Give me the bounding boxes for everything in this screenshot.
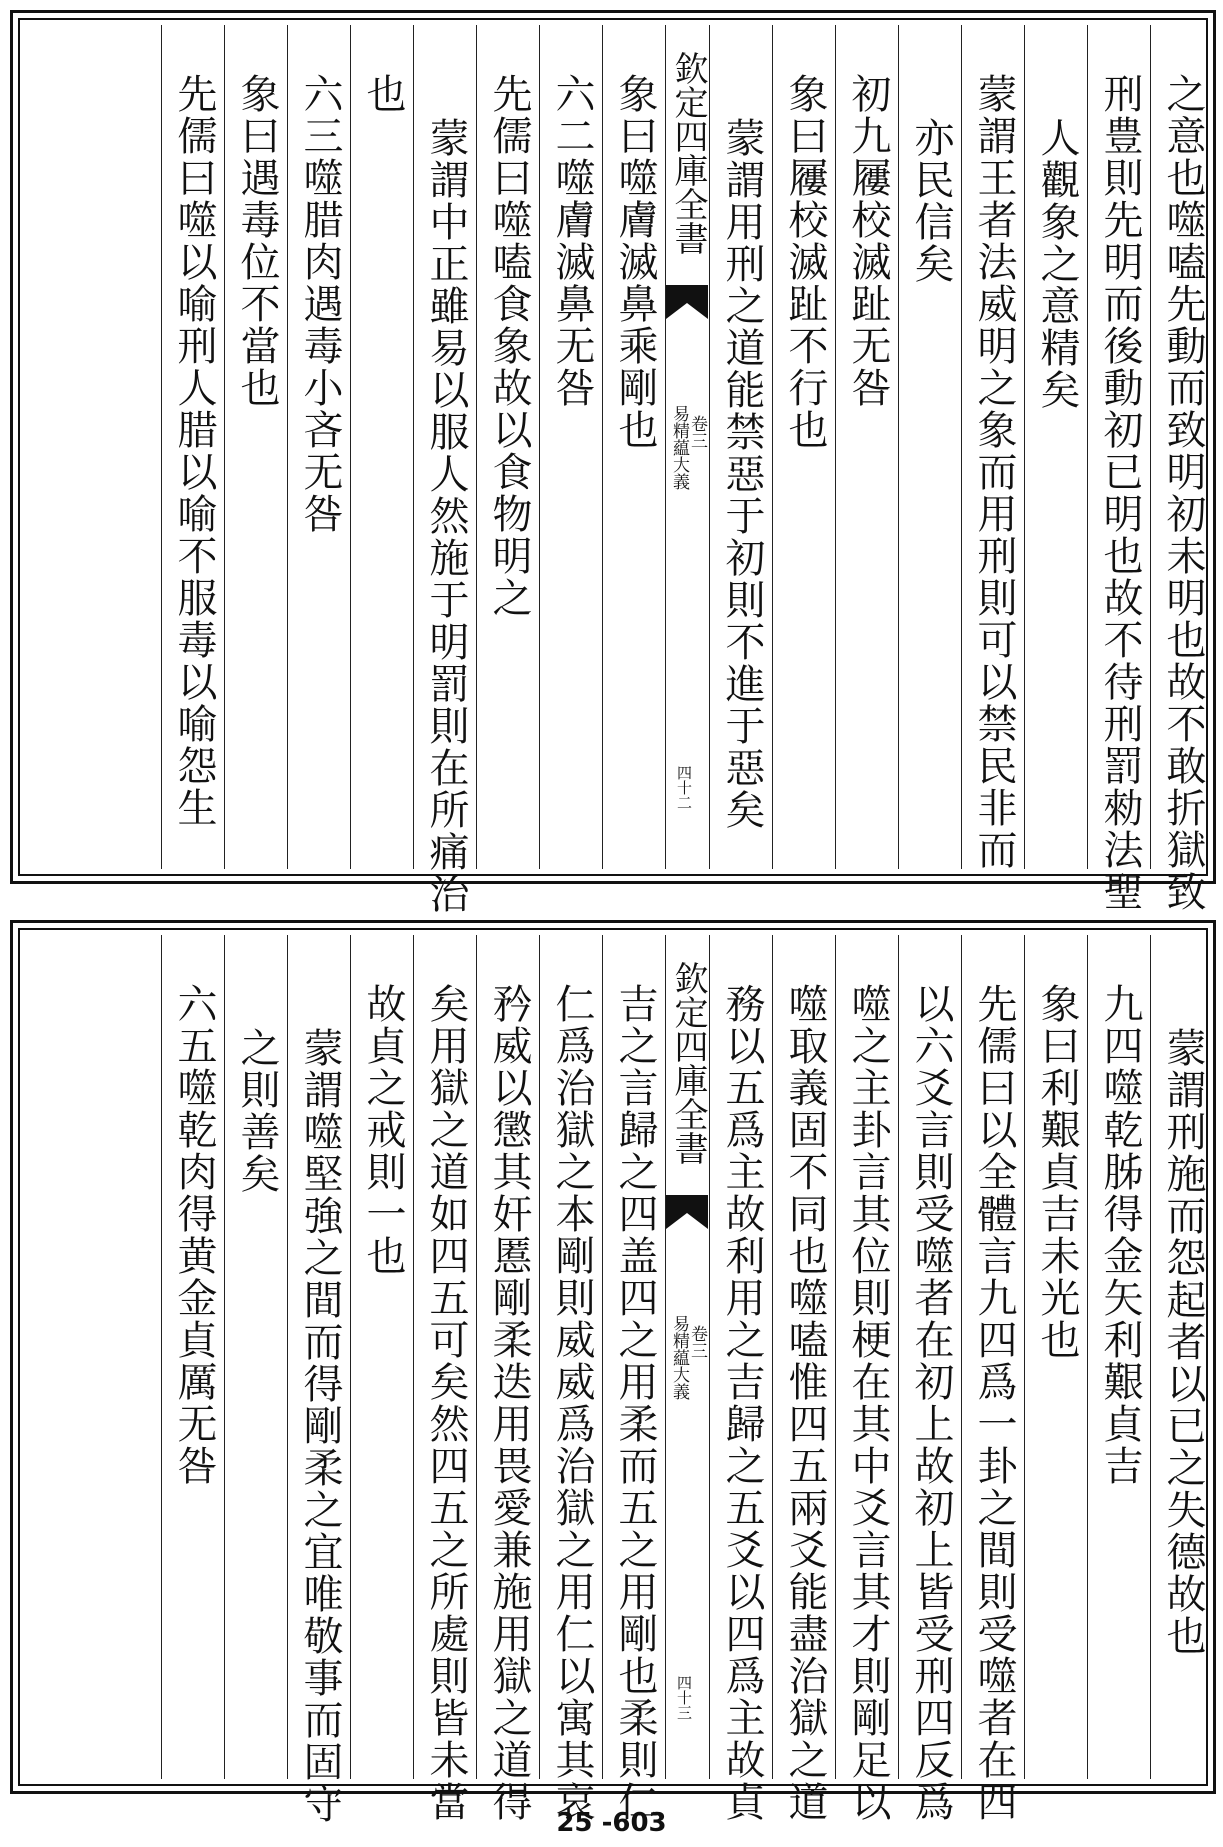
spine-title: 欽定四庫全書 (668, 51, 708, 255)
text-column: 先儒曰以全體言九四爲一卦之間則受噬者在四 (961, 935, 1024, 1779)
text-column: 六二噬膚滅鼻无咎 (539, 25, 602, 869)
text-column: 象曰遇毒位不當也 (224, 25, 287, 869)
text-column: 先儒曰噬嗑食象故以食物明之 (476, 25, 539, 869)
text-column: 之則善矣 (224, 935, 287, 1779)
center-spine (665, 935, 709, 1779)
text-column: 蒙謂刑施而怨起者以已之失德故也 (1150, 935, 1213, 1779)
text-column: 也 (350, 25, 413, 869)
text-column: 先儒曰噬以喻刑人腊以喻不服毒以喻怨生 (161, 25, 224, 869)
text-column: 矣用獄之道如四五可矣然四五之所處則皆未當 (413, 935, 476, 1779)
text-column: 六三噬腊肉遇毒小吝无咎 (287, 25, 350, 869)
text-column: 人觀象之意精矣 (1024, 25, 1087, 869)
text-column: 六五噬乾肉得黄金貞厲无咎 (161, 935, 224, 1779)
text-column: 象曰屨校滅趾不行也 (772, 25, 835, 869)
text-column: 矜威以懲其奸慝剛柔迭用畏愛兼施用獄之道得 (476, 935, 539, 1779)
text-column: 噬之主卦言其位則梗在其中爻言其才則剛足以 (835, 935, 898, 1779)
text-column: 務以五爲主故利用之吉歸之五爻以四爲主故貞 (709, 935, 772, 1779)
text-column: 蒙謂中正雖易以服人然施于明罰則在所痛治 (413, 25, 476, 869)
text-column: 噬取義固不同也噬嗑惟四五兩爻能盡治獄之道 (772, 935, 835, 1779)
text-column: 蒙謂用刑之道能禁惡于初則不進于惡矣 (709, 25, 772, 869)
text-column: 象曰利艱貞吉未光也 (1024, 935, 1087, 1779)
spine-folio: 四十二 (675, 765, 693, 810)
text-column: 亦民信矣 (898, 25, 961, 869)
spine-folio: 四十三 (675, 1675, 693, 1720)
text-column: 吉之言歸之四盖四之用柔而五之用剛也柔則仁 (602, 935, 665, 1779)
spine-book-title: 易精藴大義 (669, 1315, 689, 1400)
spine-book-title: 易精藴大義 (669, 405, 689, 490)
text-column: 象曰噬膚滅鼻乘剛也 (602, 25, 665, 869)
text-column: 刑豊則先明而後動初已明也故不待刑罰勑法聖 (1087, 25, 1150, 869)
text-column: 蒙謂噬堅強之間而得剛柔之宜唯敬事而固守 (287, 935, 350, 1779)
text-column: 蒙謂王者法威明之象而用刑則可以禁民非而 (961, 25, 1024, 869)
top-page (10, 10, 1216, 915)
text-column: 仁爲治獄之本剛則威威爲治獄之用仁以寓其哀 (539, 935, 602, 1779)
spine-title: 欽定四庫全書 (668, 961, 708, 1165)
spine-volume: 卷三 (687, 1325, 707, 1359)
page-number: 25 -603 (556, 1808, 667, 1838)
fish-tail-mark-icon (666, 1191, 708, 1233)
text-column: 九四噬乾胏得金矢利艱貞吉 (1087, 935, 1150, 1779)
text-column: 初九屨校滅趾无咎 (835, 25, 898, 869)
fish-tail-mark-icon (666, 281, 708, 323)
text-column: 之意也噬嗑先動而致明初未明也故不敢折獄致 (1150, 25, 1213, 869)
text-column: 以六爻言則受噬者在初上故初上皆受刑四反爲 (898, 935, 961, 1779)
spine-volume: 卷三 (687, 415, 707, 449)
center-spine (665, 25, 709, 869)
text-column: 故貞之戒則一也 (350, 935, 413, 1779)
